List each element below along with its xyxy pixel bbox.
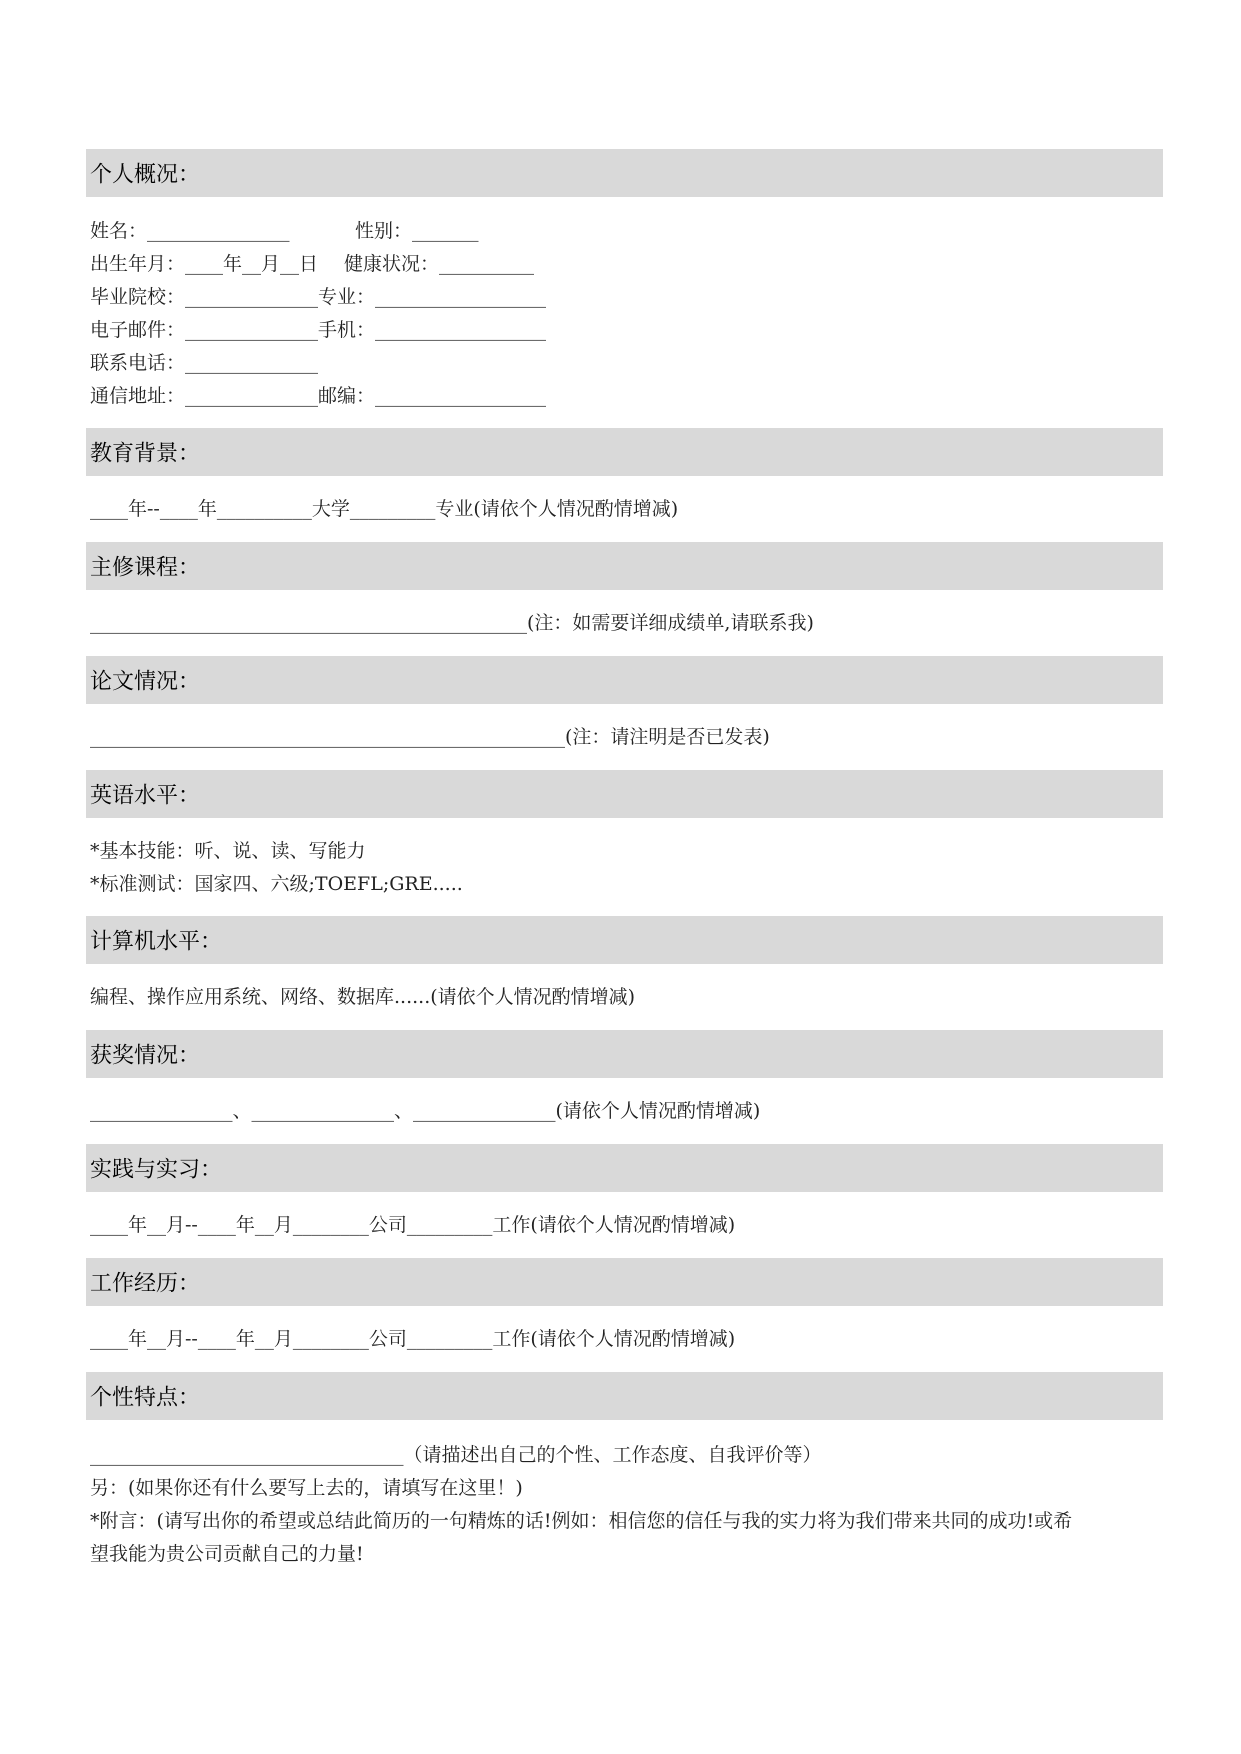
courses-line: ______________________________________________(注：如需要详细成绩单,请联系我) — [90, 612, 814, 634]
section-header-thesis — [86, 656, 1163, 704]
section-title-traits: 个性特点： — [90, 1385, 201, 1411]
birth-date-field: 出生年月：____年__月__日 — [90, 253, 319, 275]
thesis-line: __________________________________________________(注：请注明是否已发表) — [90, 726, 770, 748]
email-mobile-field: 电子邮件：______________手机：__________________ — [90, 319, 547, 341]
section-header-english — [86, 770, 1163, 818]
section-header-courses — [86, 542, 1163, 590]
section-title-personal: 个人概况： — [90, 162, 201, 188]
postscript-line-2: 望我能为贵公司贡献自己的力量! — [90, 1543, 364, 1565]
section-title-thesis: 论文情况： — [90, 669, 201, 695]
postscript-line-1: *附言：(请写出你的希望或总结此简历的一句精炼的话!例如：相信您的信任与我的实力将为我们带来共同的成功!或希 — [90, 1510, 1073, 1532]
section-header-computer — [86, 916, 1163, 964]
computer-line: 编程、操作应用系统、网络、数据库......(请依个人情况酌情增减) — [90, 986, 636, 1008]
section-title-practice: 实践与实习： — [90, 1157, 223, 1183]
practice-line: ____年__月--____年__月________公司_________工作(请依个人情况酌情增减) — [90, 1214, 736, 1236]
section-header-practice — [86, 1144, 1163, 1192]
traits-line: _________________________________（请描述出自己的个性、工作态度、自我评价等） — [90, 1444, 822, 1466]
health-field: 健康状况：__________ — [344, 253, 535, 275]
section-header-traits — [86, 1372, 1163, 1420]
english-skills-line: *基本技能：听、说、读、写能力 — [90, 840, 366, 862]
phone-field: 联系电话：______________ — [90, 352, 319, 374]
section-title-education: 教育背景： — [90, 441, 201, 467]
section-title-english: 英语水平： — [90, 783, 201, 809]
work-line: ____年__月--____年__月________公司_________工作(请依个人情况酌情增减) — [90, 1328, 736, 1350]
section-title-courses: 主修课程： — [90, 555, 201, 581]
awards-line: _______________、_______________、_______________(请依个人情况酌情增减) — [90, 1100, 761, 1122]
school-major-field: 毕业院校：______________专业：__________________ — [90, 286, 547, 308]
section-header-work — [86, 1258, 1163, 1306]
section-title-computer: 计算机水平： — [90, 929, 223, 955]
section-title-work: 工作经历： — [90, 1271, 201, 1297]
name-field: 姓名：_______________ — [90, 220, 290, 242]
section-header-personal — [86, 149, 1163, 197]
additional-note-line: 另：(如果你还有什么要写上去的，请填写在这里！) — [90, 1477, 523, 1499]
section-header-awards — [86, 1030, 1163, 1078]
section-title-awards: 获奖情况： — [90, 1043, 201, 1069]
section-header-education — [86, 428, 1163, 476]
gender-field: 性别：_______ — [355, 220, 479, 242]
education-line: ____年--____年__________大学_________专业(请依个人情况酌情增减) — [90, 498, 679, 520]
english-tests-line: *标准测试：国家四、六级;TOEFL;GRE..... — [90, 873, 463, 895]
address-postcode-field: 通信地址：______________邮编：__________________ — [90, 385, 547, 407]
